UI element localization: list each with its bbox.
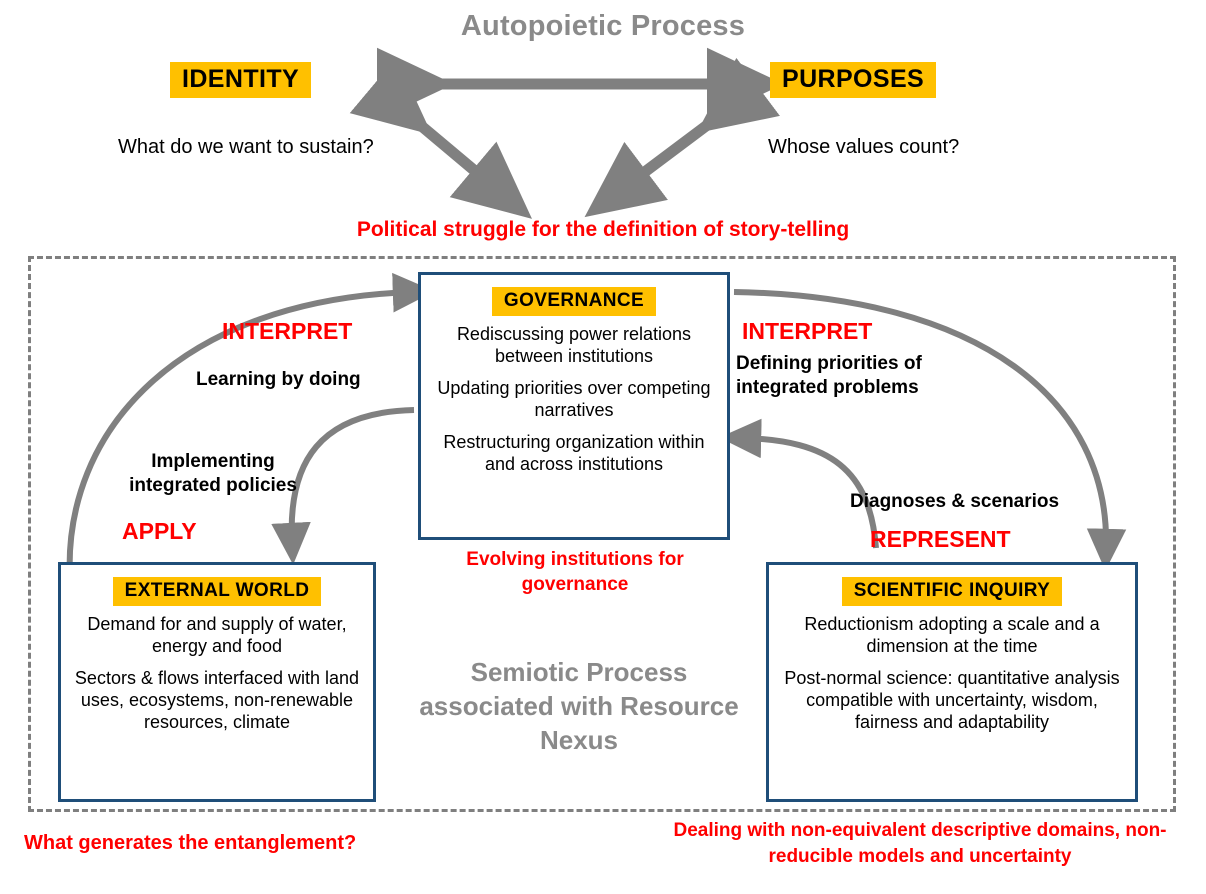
semiotic-process-label: Semiotic Process associated with Resource Nexus — [419, 657, 739, 755]
political-struggle-label: Political struggle for the definition of story-telling — [356, 218, 850, 241]
implementing-policies-label: Implementing integrated policies — [129, 451, 297, 496]
identity-question: What do we want to sustain? — [118, 136, 374, 158]
interpret-right-label: INTERPRET — [742, 318, 873, 344]
governance-tag: GOVERNANCE — [492, 287, 656, 316]
apply-label: APPLY — [122, 518, 197, 544]
external-world-line-2: Sectors & flows interfaced with land uses, ecosystems, non-renewable resources, climate — [74, 667, 360, 732]
learning-by-doing-label: Learning by doing — [196, 369, 361, 390]
governance-line-1: Rediscussing power relations between institutions — [456, 323, 692, 366]
evolving-institutions-caption: Evolving institutions for governance — [466, 549, 684, 595]
bottom-left-question: What generates the entanglement? — [24, 832, 357, 854]
arrow-identity-down — [400, 108, 500, 192]
interpret-left-label: INTERPRET — [222, 318, 353, 344]
represent-label: REPRESENT — [870, 526, 1011, 552]
external-world-line-1: Demand for and supply of water, energy and food — [87, 613, 347, 656]
purposes-question: Whose values count? — [768, 136, 960, 158]
external-world-node — [58, 562, 376, 802]
governance-line-3: Restructuring organization within and across institutions — [443, 431, 705, 474]
purposes-tag: PURPOSES — [770, 62, 936, 98]
governance-line-2: Updating priorities over competing narratives — [437, 377, 711, 420]
scientific-inquiry-line-2: Post-normal science: quantitative analysis compatible with uncertainty, wisdom, fairness and adaptability — [784, 667, 1120, 732]
bottom-right-question: Dealing with non-equivalent descriptive domains, non-reducible models and uncertainty — [673, 820, 1167, 867]
defining-priorities-label: Defining priorities of integrated problems — [736, 353, 922, 398]
page-title: Autopoietic Process — [460, 10, 746, 42]
arrow-purposes-down — [618, 108, 730, 192]
scientific-inquiry-node — [766, 562, 1138, 802]
diagnoses-scenarios-label: Diagnoses & scenarios — [850, 491, 1060, 512]
governance-node — [418, 272, 730, 540]
external-world-tag: EXTERNAL WORLD — [113, 577, 322, 606]
scientific-inquiry-line-1: Reductionism adopting a scale and a dimension at the time — [804, 613, 1100, 656]
identity-tag: IDENTITY — [170, 62, 311, 98]
scientific-inquiry-tag: SCIENTIFIC INQUIRY — [842, 577, 1063, 606]
